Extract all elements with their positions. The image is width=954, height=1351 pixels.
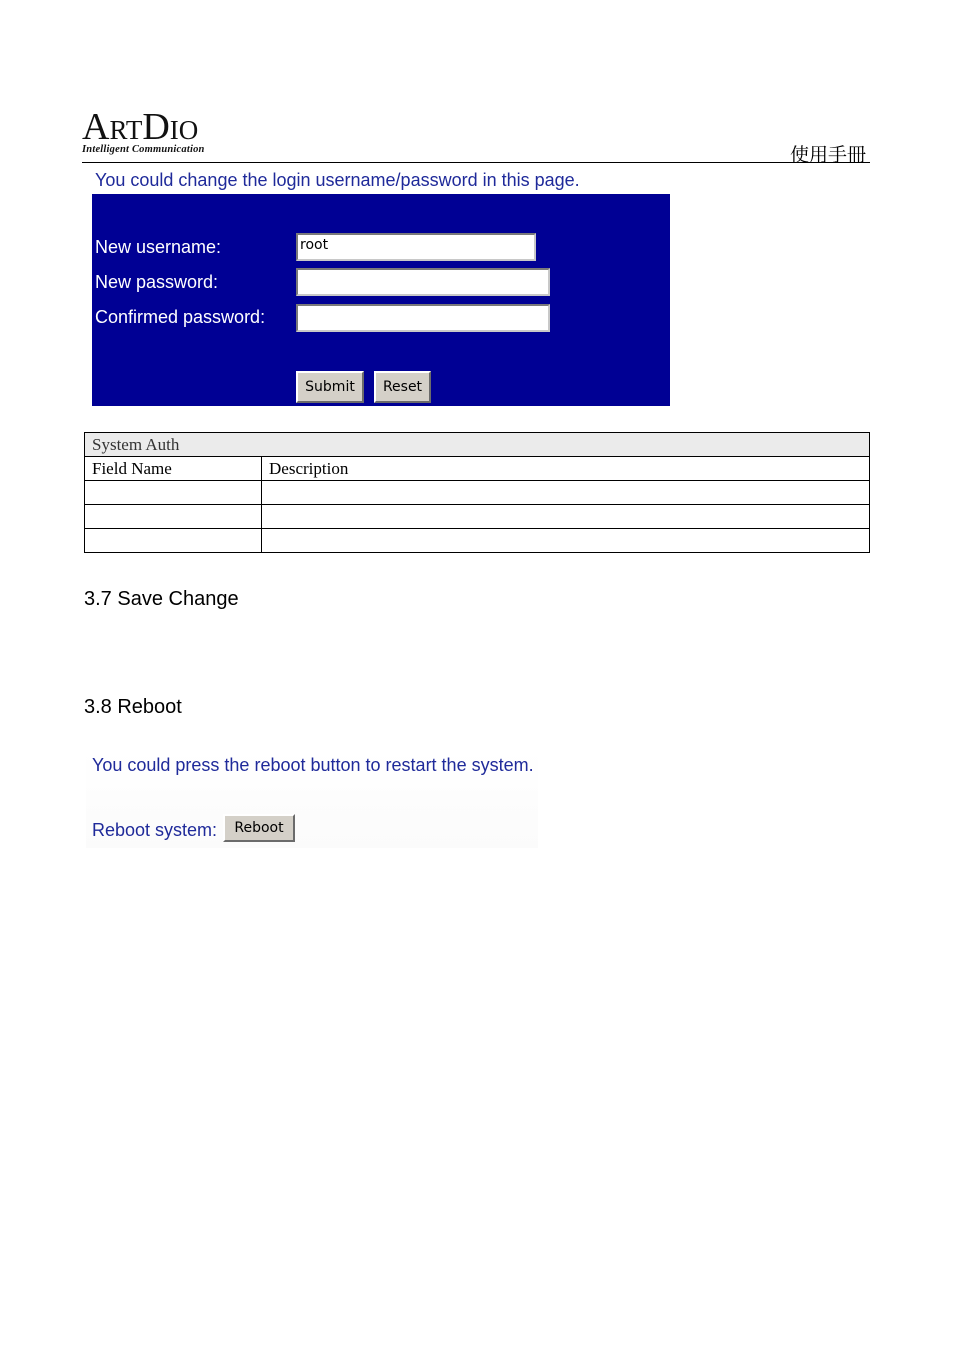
table-row <box>85 505 870 529</box>
table-cell <box>262 481 870 505</box>
system-auth-table <box>84 432 870 553</box>
auth-intro-text: You could change the login username/password in this page. <box>95 170 580 190</box>
table-cell <box>85 481 262 505</box>
heading-save-change: 3.7 Save Change <box>84 588 239 610</box>
password-input[interactable] <box>296 268 550 296</box>
table-cell <box>85 529 262 553</box>
table-cell <box>85 505 262 529</box>
username-input[interactable]: root <box>296 233 536 261</box>
heading-reboot: 3.8 Reboot <box>84 696 182 718</box>
password-label: New password: <box>95 272 219 292</box>
logo-tagline: Intelligent Communication <box>82 144 205 155</box>
doc-label: 使用手冊 <box>789 144 866 166</box>
reboot-intro-text: You could press the reboot button to restart the system. <box>92 755 534 775</box>
reboot-label: Reboot system: <box>92 820 218 840</box>
table-caption: System Auth <box>85 433 870 457</box>
submit-button[interactable]: Submit <box>296 371 364 403</box>
table-header-field: Field Name <box>85 457 262 481</box>
table-cell <box>262 505 870 529</box>
reboot-button[interactable]: Reboot <box>223 814 295 842</box>
header-rule <box>82 162 870 163</box>
confirm-password-label: Confirmed password: <box>95 307 266 327</box>
username-label: New username: <box>95 237 222 257</box>
table-header-description: Description <box>262 457 870 481</box>
artdio-logo: ARTDIO <box>82 106 199 148</box>
table-row <box>85 529 870 553</box>
reset-button[interactable]: Reset <box>374 371 431 403</box>
table-row <box>85 481 870 505</box>
auth-form-panel <box>92 194 670 406</box>
table-cell <box>262 529 870 553</box>
confirm-password-input[interactable] <box>296 304 550 332</box>
